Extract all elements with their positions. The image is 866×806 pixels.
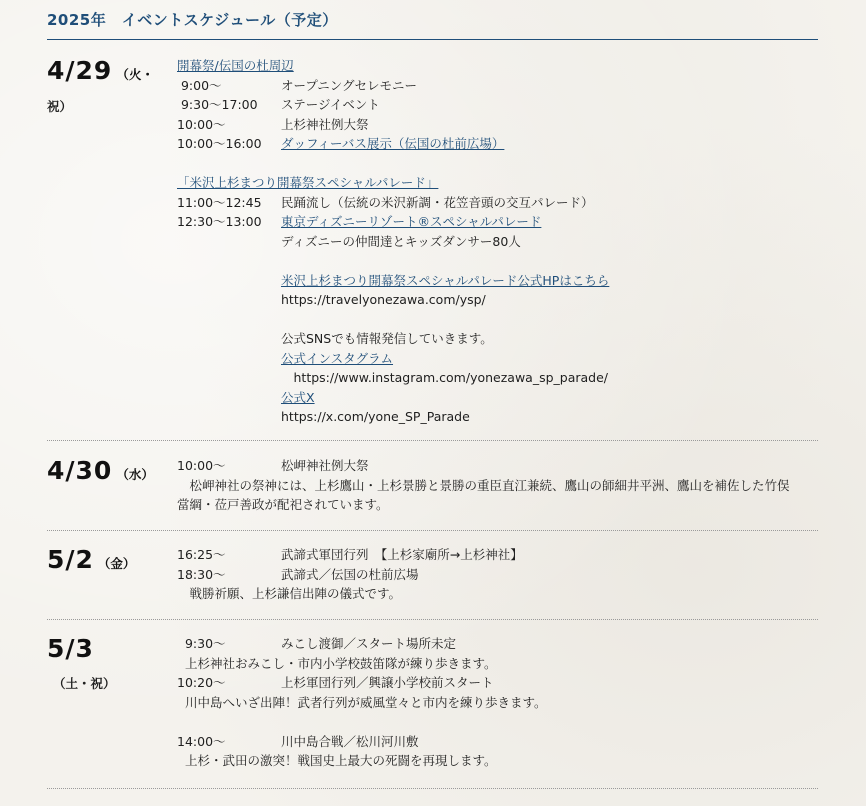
title-underline xyxy=(47,39,818,40)
day-section-0503 xyxy=(47,634,818,784)
day-date xyxy=(47,545,135,574)
schedule-line xyxy=(177,173,817,193)
event-time: 14:00～ xyxy=(177,733,226,749)
day-lines xyxy=(177,634,817,771)
day-lines xyxy=(177,56,817,427)
schedule-line xyxy=(177,232,817,252)
day-lines xyxy=(177,545,817,604)
schedule-line xyxy=(177,693,817,713)
date-weekday: （土・祝） xyxy=(53,676,116,691)
event-link[interactable]: 開幕祭/伝国の杜周辺 xyxy=(177,58,294,73)
schedule-line xyxy=(177,476,817,496)
event-text: 武諦式／伝国の杜前広場 xyxy=(281,566,419,582)
event-link[interactable]: 公式X xyxy=(281,389,315,405)
event-text: 川中島へいざ出陣！武者行列が威風堂々と市内を練り歩きます。 xyxy=(177,694,547,710)
schedule-line xyxy=(177,212,817,232)
event-link[interactable]: ダッフィーバス展示（伝国の杜前広場） xyxy=(281,136,505,151)
event-link[interactable]: 東京ディズニーリゾート®スペシャルパレード xyxy=(281,214,542,229)
schedule-title: 2025年 イベントスケジュール（予定） xyxy=(47,11,338,29)
event-time: 10:00～ xyxy=(177,458,226,473)
line-spacer xyxy=(177,712,817,732)
schedule-line xyxy=(177,56,817,76)
day-date xyxy=(47,456,154,485)
schedule-line xyxy=(177,495,817,515)
date-weekday: （火・ xyxy=(116,67,154,82)
date-number: 4/30 xyxy=(47,456,113,485)
event-time: 9:30～ xyxy=(177,636,226,651)
schedule-line xyxy=(177,634,817,654)
schedule-line xyxy=(177,654,817,674)
schedule-line xyxy=(177,95,817,115)
event-text: みこし渡御／スタート場所未定 xyxy=(281,636,457,651)
event-time: 16:25～ xyxy=(177,547,226,562)
schedule-line xyxy=(177,565,817,585)
date-number: 5/3 xyxy=(47,634,94,663)
schedule-line xyxy=(177,329,817,349)
schedule-line xyxy=(177,134,817,154)
schedule-line xyxy=(177,545,817,565)
event-text: https://x.com/yone_SP_Parade xyxy=(281,409,470,424)
event-text: 當綱・莅戸善政が配祀されています。 xyxy=(177,497,389,512)
event-time: 10:20～ xyxy=(177,675,226,690)
schedule-line xyxy=(177,751,817,771)
schedule-line xyxy=(177,456,817,476)
date-weekday: （金） xyxy=(97,556,136,571)
event-time: 10:00～16:00 xyxy=(177,136,262,151)
day-date xyxy=(47,634,116,691)
section-divider xyxy=(47,440,818,441)
line-spacer xyxy=(177,154,817,174)
event-text: 武諦式軍団行列 【上杉家廟所→上杉神社】 xyxy=(281,547,523,562)
schedule-line xyxy=(177,732,817,752)
event-text: https://www.instagram.com/yonezawa_sp_parade/ xyxy=(281,370,609,385)
event-time: 9:00～ xyxy=(177,77,222,93)
day-section-0430 xyxy=(47,456,818,526)
day-date xyxy=(47,56,154,114)
section-divider xyxy=(47,530,818,531)
schedule-line xyxy=(177,193,817,213)
schedule-line xyxy=(177,368,817,388)
date-weekday: （水） xyxy=(116,467,154,482)
schedule-line xyxy=(177,76,817,96)
event-time: 18:30～ xyxy=(177,566,226,582)
line-spacer xyxy=(177,310,817,330)
event-text: ステージイベント xyxy=(281,97,380,112)
event-link[interactable]: 公式インスタグラム xyxy=(281,350,394,366)
event-text: 川中島合戦／松川河川敷 xyxy=(281,733,419,749)
event-text: オープニングセレモニー xyxy=(281,77,418,93)
event-text: https://travelyonezawa.com/ysp/ xyxy=(281,292,486,307)
line-spacer xyxy=(177,251,817,271)
event-text: 上杉神社例大祭 xyxy=(281,116,369,132)
schedule-line xyxy=(177,290,817,310)
schedule-line xyxy=(177,349,817,369)
day-lines xyxy=(177,456,817,515)
schedule-line xyxy=(177,407,817,427)
event-text: 上杉軍団行列／興譲小学校前スタート xyxy=(281,675,494,690)
event-link[interactable]: 「米沢上杉まつり開幕祭スペシャルパレード」 xyxy=(177,175,439,190)
event-text: ディズニーの仲間達とキッズダンサー80人 xyxy=(281,233,521,249)
schedule-line xyxy=(177,673,817,693)
date-weekday-cont: 祝） xyxy=(47,99,73,114)
event-text: 民踊流し（伝統の米沢新調・花笠音頭の交互パレード） xyxy=(281,194,594,210)
event-time: 10:00～ xyxy=(177,116,226,132)
event-text: 松岬神社の祭神には、上杉鷹山・上杉景勝と景勝の重臣直江兼続、鷹山の師細井平洲、鷹山を補佐した竹俣 xyxy=(177,477,790,493)
date-number: 5/2 xyxy=(47,545,94,574)
event-time: 12:30～13:00 xyxy=(177,214,262,229)
day-section-0429 xyxy=(47,56,818,436)
event-text: 戦勝祈願、上杉謙信出陣の儀式です。 xyxy=(177,586,402,601)
section-divider xyxy=(47,788,818,789)
event-time: 11:00～12:45 xyxy=(177,194,262,210)
event-text: 上杉神社おみこし・市内小学校鼓笛隊が練り歩きます。 xyxy=(177,655,497,671)
event-time: 9:30～17:00 xyxy=(177,97,258,112)
event-text: 公式SNSでも情報発信していきます。 xyxy=(281,331,493,346)
event-text: 松岬神社例大祭 xyxy=(281,458,369,473)
schedule-line xyxy=(177,584,817,604)
schedule-line xyxy=(177,115,817,135)
schedule-line xyxy=(177,388,817,408)
day-section-0502 xyxy=(47,545,818,615)
event-link[interactable]: 米沢上杉まつり開幕祭スペシャルパレード公式HPはこちら xyxy=(281,272,610,288)
event-text: 上杉・武田の激突！戦国史上最大の死闘を再現します。 xyxy=(177,753,497,768)
schedule-line xyxy=(177,271,817,291)
date-number: 4/29 xyxy=(47,56,113,85)
section-divider xyxy=(47,619,818,620)
